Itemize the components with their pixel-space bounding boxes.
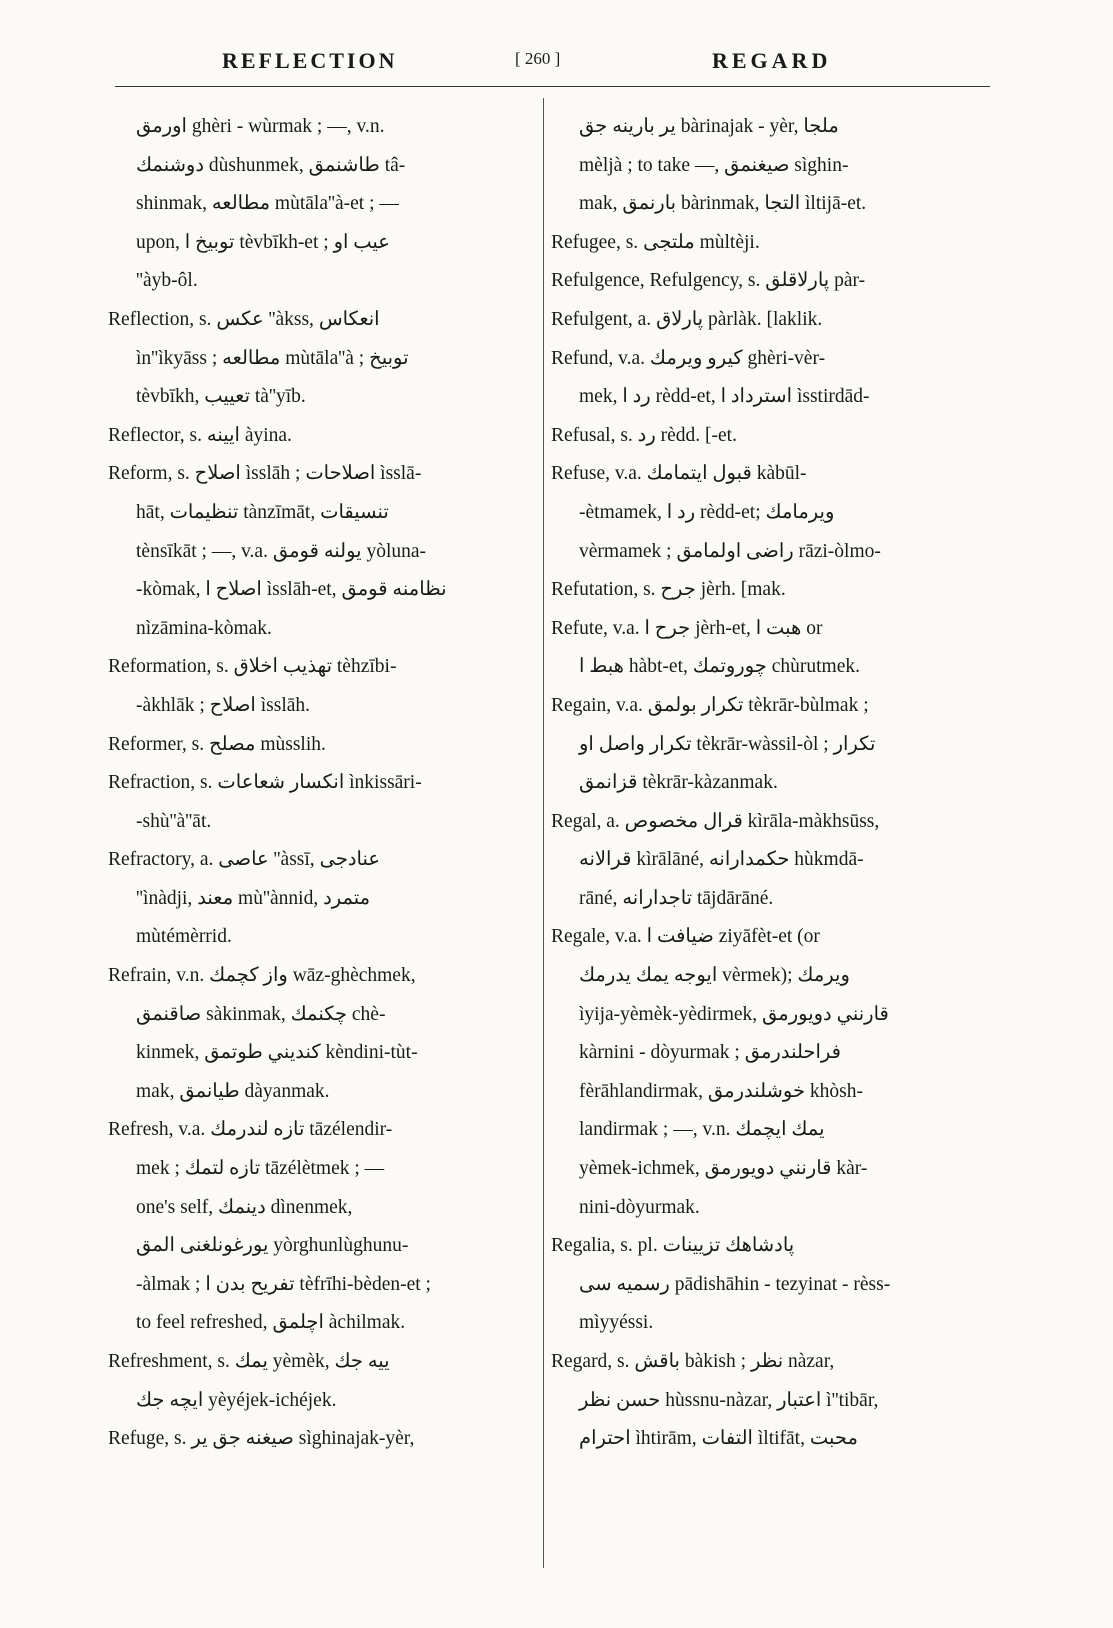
header-left-word: REFLECTION: [222, 48, 398, 73]
entry-continuation-line: hāt, تنظيمات tànzīmāt, تنسيقات: [136, 501, 389, 523]
entry-headword-line: Refugee, s. ملتجى mùltèji.: [551, 231, 760, 253]
header-right-word: REGARD: [712, 48, 832, 73]
entry-headword-line: Refulgent, a. پارلاق pàrlàk. [laklik.: [551, 308, 823, 330]
entry-continuation-line: shinmak, مطالعه mùtāla''à-et ; —: [136, 193, 399, 215]
entry-continuation-line: ìyija-yèmèk-yèdirmek, قارنني دويورمق: [579, 1003, 889, 1025]
entry-continuation-line: yèmek-ichmek, قارنني دويورمق kàr-: [579, 1158, 868, 1180]
entry-continuation-line: nìzāmina-kòmak.: [136, 617, 272, 639]
entry-continuation-line: -àkhlāk ; اصلاح ìsslāh.: [136, 694, 311, 716]
entry-headword-line: Regain, v.a. تكرار بولمق tèkrār-bùlmak ;: [551, 694, 869, 716]
entry-continuation-line: -kòmak, اصلاح ا ìsslāh-et, نظامنه قومق: [136, 579, 447, 601]
entry-continuation-line: upon, توبيخ ا tèvbīkh-et ; عيب او: [136, 231, 390, 253]
entry-continuation-line: يورغونلغنى المق yòrghunlùghunu-: [136, 1235, 409, 1257]
page-header: [0, 40, 1113, 80]
entry-headword-line: Refrain, v.n. واز كچمك wāz-ghèchmek,: [108, 965, 416, 987]
entry-headword-line: Reformer, s. مصلح mùsslih.: [108, 733, 326, 755]
right-column: [551, 108, 963, 1459]
entry-headword-line: Refuge, s. صيغنه جق ير sìghinajak-yèr,: [108, 1428, 415, 1450]
entry-headword-line: Refund, v.a. كيرو ويرمك ghèri-vèr-: [551, 347, 826, 369]
entry-continuation-line: one's self, دينمك dìnenmek,: [136, 1196, 353, 1218]
header-rule: [115, 86, 990, 87]
entry-headword-line: Refusal, s. رد rèdd. [-et.: [551, 424, 737, 446]
entry-continuation-line: mèljà ; to take —, صيغنمق sìghin-: [579, 154, 849, 176]
entry-headword-line: Reflection, s. عكس ''àkss, انعكاس: [108, 308, 380, 330]
entry-continuation-line: صاقنمق sàkinmak, چكنمك chè-: [136, 1003, 386, 1025]
column-divider: [543, 98, 544, 1568]
entry-continuation-line: landirmak ; —, v.n. يمك ايچمك: [579, 1119, 825, 1141]
entry-continuation-line: ''àyb-ôl.: [136, 270, 198, 292]
entry-continuation-line: رسميه سى pādishāhin - tezyinat - rèss-: [579, 1273, 891, 1295]
entry-continuation-line: ايوجه يمك يدرمك vèrmek); ويرمك: [579, 965, 850, 987]
entry-headword-line: Reform, s. اصلاح ìsslāh ; اصلاحات ìsslā-: [108, 463, 422, 485]
entry-continuation-line: tèvbīkh, تعييب tà''yīb.: [136, 386, 306, 408]
entry-headword-line: Regard, s. باقش bàkish ; نظر nàzar,: [551, 1351, 835, 1372]
entry-continuation-line: to feel refreshed, اچلمق àchilmak.: [136, 1312, 406, 1334]
entry-continuation-line: mìyyéssi.: [579, 1312, 654, 1334]
entry-continuation-line: قرالانه kìrālāné, حكمدارانه hùkmdā-: [579, 849, 864, 871]
entry-continuation-line: -ètmamek, رد ا rèdd-et; ويرمامك: [579, 501, 835, 523]
entry-continuation-line: -shù''à''āt.: [136, 810, 212, 832]
entry-headword-line: Refute, v.a. جرح ا jèrh-et, هبت ا or: [551, 617, 823, 639]
entry-continuation-line: rāné, تاجدارانه tājdārāné.: [579, 887, 774, 909]
entry-continuation-line: ايچه جك yèyéjek-ichéjek.: [136, 1389, 337, 1411]
entry-continuation-line: ير بارينه جق bàrinajak - yèr, ملجا: [579, 116, 839, 137]
left-column: [108, 108, 526, 1459]
entry-continuation-line: mùtémèrrid.: [136, 926, 232, 948]
entry-headword-line: Refulgence, Refulgency, s. پارلاقلق pàr-: [551, 270, 866, 292]
entry-continuation-line: fèrāhlandirmak, خوشلندرمق khòsh-: [579, 1080, 863, 1102]
entry-continuation-line: -àlmak ; تفريح بدن ا tèfrīhi-bèden-et ;: [136, 1273, 431, 1295]
entry-headword-line: Regalia, s. pl. پادشاهك تزيينات: [551, 1235, 795, 1257]
entry-headword-line: Regal, a. قرال مخصوص kìrāla-màkhsūss,: [551, 810, 880, 832]
entry-continuation-line: تكرار واصل او tèkrār-wàssil-òl ; تكرار: [579, 733, 876, 755]
entry-headword-line: Regale, v.a. ضيافت ا ziyāfèt-et (or: [551, 926, 820, 948]
entry-continuation-line: اورمق ghèri - wùrmak ; —, v.n.: [136, 116, 385, 137]
entry-headword-line: Refractory, a. عاصى ''àssī, عنادجى: [108, 849, 381, 871]
entry-continuation-line: mak, بارنمق bàrinmak, التجا ìltijā-et.: [579, 193, 867, 215]
entry-continuation-line: kàrnini - dòyurmak ; فراحلندرمق: [579, 1042, 841, 1064]
entry-continuation-line: ''ìnàdji, معند mù''ànnid, متمرد: [136, 887, 371, 909]
entry-headword-line: Refraction, s. انكسار شعاعات ìnkissāri-: [108, 772, 422, 794]
entry-continuation-line: حسن نظر hùssnu-nàzar, اعتبار ì''tibār,: [579, 1389, 879, 1411]
entry-headword-line: Refuse, v.a. قبول ايتمامك kàbūl-: [551, 463, 807, 485]
entry-continuation-line: kinmek, كنديني طوتمق kèndini-tùt-: [136, 1042, 418, 1064]
entry-continuation-line: احترام ìhtirām, التفات ìltifāt, محبت: [579, 1428, 858, 1450]
entry-continuation-line: mek, رد ا rèdd-et, استرداد ا ìsstirdād-: [579, 386, 870, 408]
entry-continuation-line: tènsīkāt ; —, v.a. يولنه قومق yòluna-: [136, 540, 427, 562]
entry-continuation-line: mak, طيانمق dàyanmak.: [136, 1080, 330, 1102]
page-number: [ 260 ]: [515, 49, 561, 68]
entry-continuation-line: دوشنمك dùshunmek, طاشنمق tâ-: [136, 154, 406, 176]
entry-continuation-line: vèrmamek ; راضى اولمامق rāzi-òlmo-: [579, 540, 881, 562]
entry-continuation-line: mek ; تازه لتمك tāzélètmek ; —: [136, 1158, 385, 1180]
entry-headword-line: Refresh, v.a. تازه لندرمك tāzélendir-: [108, 1119, 393, 1141]
entry-continuation-line: ìn''ìkyāss ; مطالعه mùtāla''à ; توبيخ: [136, 347, 409, 369]
entry-continuation-line: هبط ا hàbt-et, چوروتمك chùrutmek.: [579, 656, 860, 678]
entry-headword-line: Refreshment, s. يمك yèmèk, ييه جك: [108, 1351, 390, 1372]
entry-continuation-line: قزانمق tèkrār-kàzanmak.: [579, 772, 778, 794]
entry-continuation-line: nini-dòyurmak.: [579, 1196, 700, 1218]
entry-headword-line: Reflector, s. ايينه àyina.: [108, 424, 292, 446]
entry-headword-line: Refutation, s. جرح jèrh. [mak.: [551, 579, 786, 601]
entry-headword-line: Reformation, s. تهذيب اخلاق tèhzībi-: [108, 656, 397, 678]
